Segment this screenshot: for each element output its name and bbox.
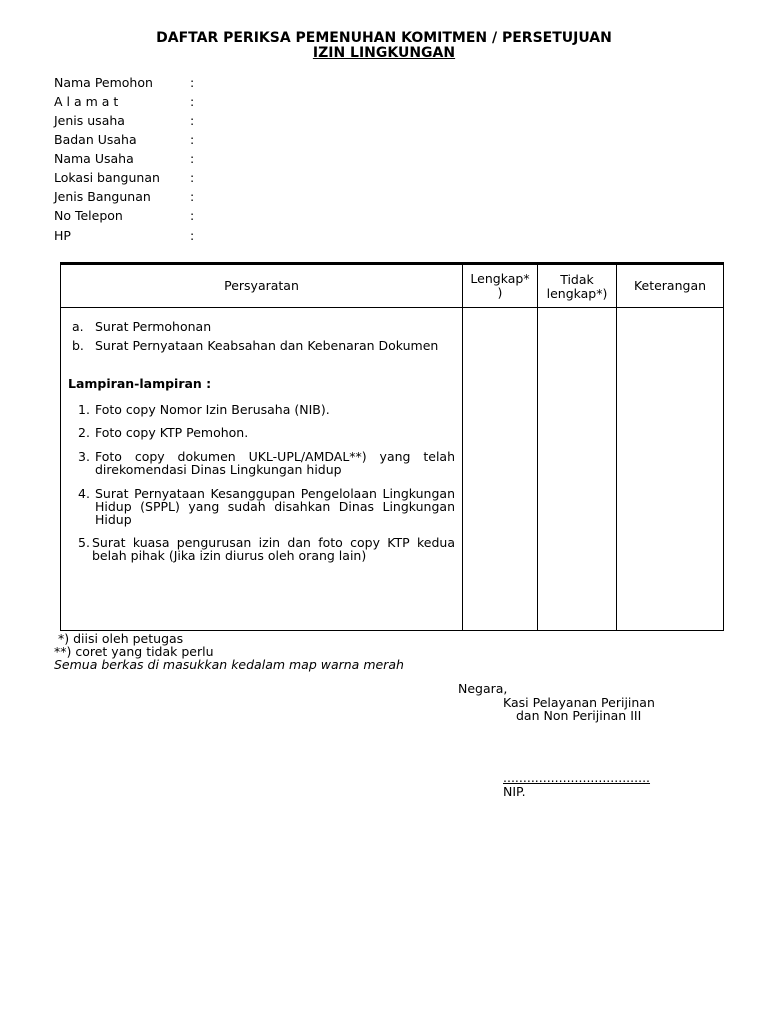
header-lengkap-line2: ) xyxy=(497,285,503,300)
lampiran-heading: Lampiran-lampiran : xyxy=(68,376,212,391)
lampiran-2-text: Foto copy KTP Pemohon. xyxy=(95,425,249,440)
lampiran-5-line1: Surat kuasa pengurusan izin dan foto copy KTP kedua xyxy=(92,535,455,550)
field-nama-usaha xyxy=(54,149,194,168)
note-coret: **) coret yang tidak perlu xyxy=(54,644,214,659)
item-b-text: Surat Pernyataan Keabsahan dan Kebenaran Dokumen xyxy=(95,338,439,353)
document-subtitle: IZIN LINGKUNGAN xyxy=(312,45,456,61)
signature-position-line1: Kasi Pelayanan Perijinan xyxy=(503,695,655,710)
field-colon: : xyxy=(190,170,195,185)
field-colon: : xyxy=(190,151,195,166)
lampiran-2-marker: 2. xyxy=(78,425,90,440)
lampiran-5-marker: 5. xyxy=(78,535,90,550)
lampiran-3-marker: 3. xyxy=(78,449,90,464)
header-persyaratan-label: Persyaratan xyxy=(224,278,299,293)
lampiran-3-line1: Foto copy dokumen UKL-UPL/AMDAL**) yang telah xyxy=(95,449,455,464)
lampiran-4-marker: 4. xyxy=(78,486,90,501)
field-label: Lokasi bangunan xyxy=(54,170,160,185)
header-tidak-lengkap xyxy=(538,265,616,307)
checklist-table xyxy=(60,262,724,631)
signature-position-line2: dan Non Perijinan III xyxy=(516,708,642,723)
document-title: DAFTAR PERIKSA PEMENUHAN KOMITMEN / PERSETUJUAN xyxy=(156,30,612,46)
field-colon: : xyxy=(190,228,195,243)
header-lengkap xyxy=(463,265,537,307)
header-tidak-line1: Tidak xyxy=(560,272,594,287)
column-divider xyxy=(616,265,617,630)
field-jenis-bangunan xyxy=(54,187,194,206)
header-divider xyxy=(61,307,723,308)
lampiran-3-line2: direkomendasi Dinas Lingkungan hidup xyxy=(95,462,342,477)
lampiran-5-line2: belah pihak (Jika izin diurus oleh orang lain) xyxy=(92,548,367,563)
lampiran-1-text: Foto copy Nomor Izin Berusaha (NIB). xyxy=(95,402,330,417)
header-tidak-line2: lengkap*) xyxy=(546,286,608,301)
field-label: Jenis Bangunan xyxy=(54,189,151,204)
lampiran-4-line3: Hidup xyxy=(95,512,132,527)
field-colon: : xyxy=(190,113,195,128)
field-label: HP xyxy=(54,228,71,243)
lampiran-1-marker: 1. xyxy=(78,402,90,417)
field-label: Badan Usaha xyxy=(54,132,137,147)
field-colon: : xyxy=(190,75,195,90)
column-divider xyxy=(537,265,538,630)
header-keterangan xyxy=(617,265,723,307)
field-colon: : xyxy=(190,94,195,109)
field-label: Nama Usaha xyxy=(54,151,134,166)
field-no-telepon xyxy=(54,206,194,225)
item-a-marker: a. xyxy=(72,319,84,334)
field-nama-pemohon xyxy=(54,73,194,92)
item-a-text: Surat Permohonan xyxy=(95,319,212,334)
header-keterangan-label: Keterangan xyxy=(633,278,707,293)
note-map-merah: Semua berkas di masukkan kedalam map warna merah xyxy=(54,657,404,672)
item-b-marker: b. xyxy=(72,338,84,353)
header-persyaratan xyxy=(61,265,462,307)
field-alamat xyxy=(54,92,194,111)
column-divider xyxy=(462,265,463,630)
field-colon: : xyxy=(190,208,195,223)
lampiran-4-line1: Surat Pernyataan Kesanggupan Pengelolaan Lingkungan xyxy=(95,486,455,501)
signature-nip: NIP. xyxy=(503,784,526,799)
field-label: Jenis usaha xyxy=(54,113,125,128)
field-label: Nama Pemohon xyxy=(54,75,153,90)
header-lengkap-line1: Lengkap* xyxy=(470,271,530,286)
signature-name-line: ..................................... xyxy=(503,770,651,785)
field-badan-usaha xyxy=(54,130,194,149)
field-colon: : xyxy=(190,189,195,204)
lampiran-4-line2: Hidup (SPPL) yang sudah disahkan Dinas Lingkungan xyxy=(95,499,455,514)
field-label: No Telepon xyxy=(54,208,123,223)
field-jenis-usaha xyxy=(54,111,194,130)
signature-place: Negara, xyxy=(458,681,508,696)
field-label: A l a m a t xyxy=(54,94,119,109)
field-colon: : xyxy=(190,132,195,147)
field-lokasi-bangunan xyxy=(54,168,194,187)
note-diisi-petugas: *) diisi oleh petugas xyxy=(54,631,184,646)
field-hp xyxy=(54,226,194,245)
